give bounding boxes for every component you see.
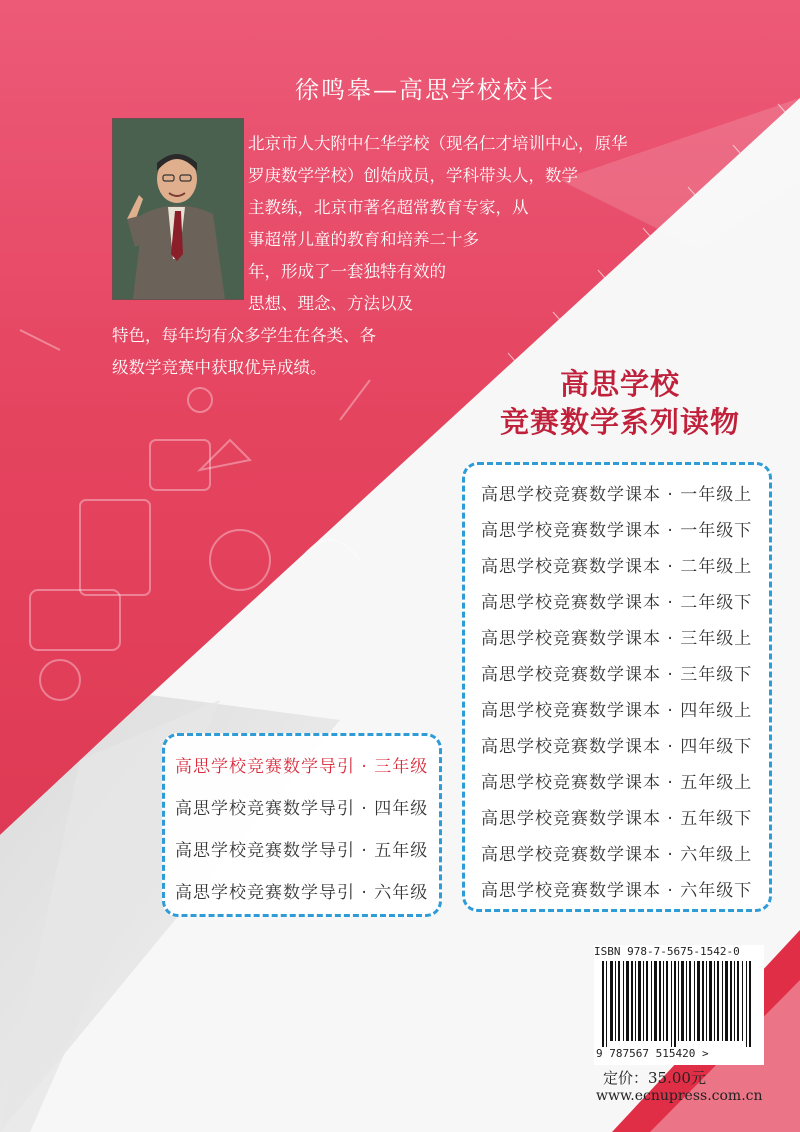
barcode-number: 9 787567 515420 > — [596, 1047, 709, 1060]
author-title: 徐鸣皋—高思学校校长 — [295, 76, 555, 104]
list-item: 高思学校竞赛数学课本 · 二年级下 — [481, 593, 753, 613]
list-item: 高思学校竞赛数学导引 · 五年级 — [175, 841, 429, 861]
list-item: 高思学校竞赛数学课本 · 四年级下 — [481, 737, 753, 757]
author-bio-line-2: 罗庚数学学校）创始成员，学科带头人，数学 — [248, 166, 578, 185]
list-item: 高思学校竞赛数学课本 · 一年级下 — [481, 521, 753, 541]
price-label: 定价：35.00元 — [603, 1069, 706, 1087]
list-item: 高思学校竞赛数学课本 · 四年级上 — [481, 701, 753, 721]
list-item: 高思学校竞赛数学课本 · 一年级上 — [481, 485, 753, 505]
barcode-panel — [594, 945, 764, 1065]
barcode-image — [602, 961, 752, 1047]
publisher-url: www.ecnupress.com.cn — [596, 1088, 763, 1104]
author-bio-line-4: 事超常儿童的教育和培养二十多 — [248, 230, 479, 249]
author-bio-line-6: 思想、理念、方法以及 — [248, 294, 413, 313]
author-bio-line-7: 特色，每年均有众多学生在各类、各 — [112, 326, 376, 345]
list-item: 高思学校竞赛数学课本 · 六年级下 — [481, 881, 753, 901]
list-item: 高思学校竞赛数学课本 · 三年级下 — [481, 665, 753, 685]
list-item: 高思学校竞赛数学课本 · 五年级上 — [481, 773, 753, 793]
list-item-current: 高思学校竞赛数学导引 · 三年级 — [175, 757, 429, 777]
list-item: 高思学校竞赛数学课本 · 六年级上 — [481, 845, 753, 865]
list-item: 高思学校竞赛数学课本 · 二年级上 — [481, 557, 753, 577]
list-item: 高思学校竞赛数学课本 · 三年级上 — [481, 629, 753, 649]
isbn-text: ISBN 978-7-5675-1542-0 — [594, 945, 740, 958]
list-item: 高思学校竞赛数学导引 · 六年级 — [175, 883, 429, 903]
series-title-line-2: 竞赛数学系列读物 — [499, 405, 740, 439]
author-bio-line-5: 年，形成了一套独特有效的 — [248, 262, 446, 281]
list-item: 高思学校竞赛数学导引 · 四年级 — [175, 799, 429, 819]
author-photo — [112, 118, 244, 300]
author-bio-line-3: 主教练，北京市著名超常教育专家，从 — [248, 198, 529, 217]
author-bio-line-8: 级数学竞赛中获取优异成绩。 — [112, 358, 327, 377]
series-title-line-1: 高思学校 — [559, 367, 680, 401]
author-bio-line-1: 北京市人大附中仁华学校（现名仁才培训中心，原华 — [248, 134, 628, 153]
list-item: 高思学校竞赛数学课本 · 五年级下 — [481, 809, 753, 829]
